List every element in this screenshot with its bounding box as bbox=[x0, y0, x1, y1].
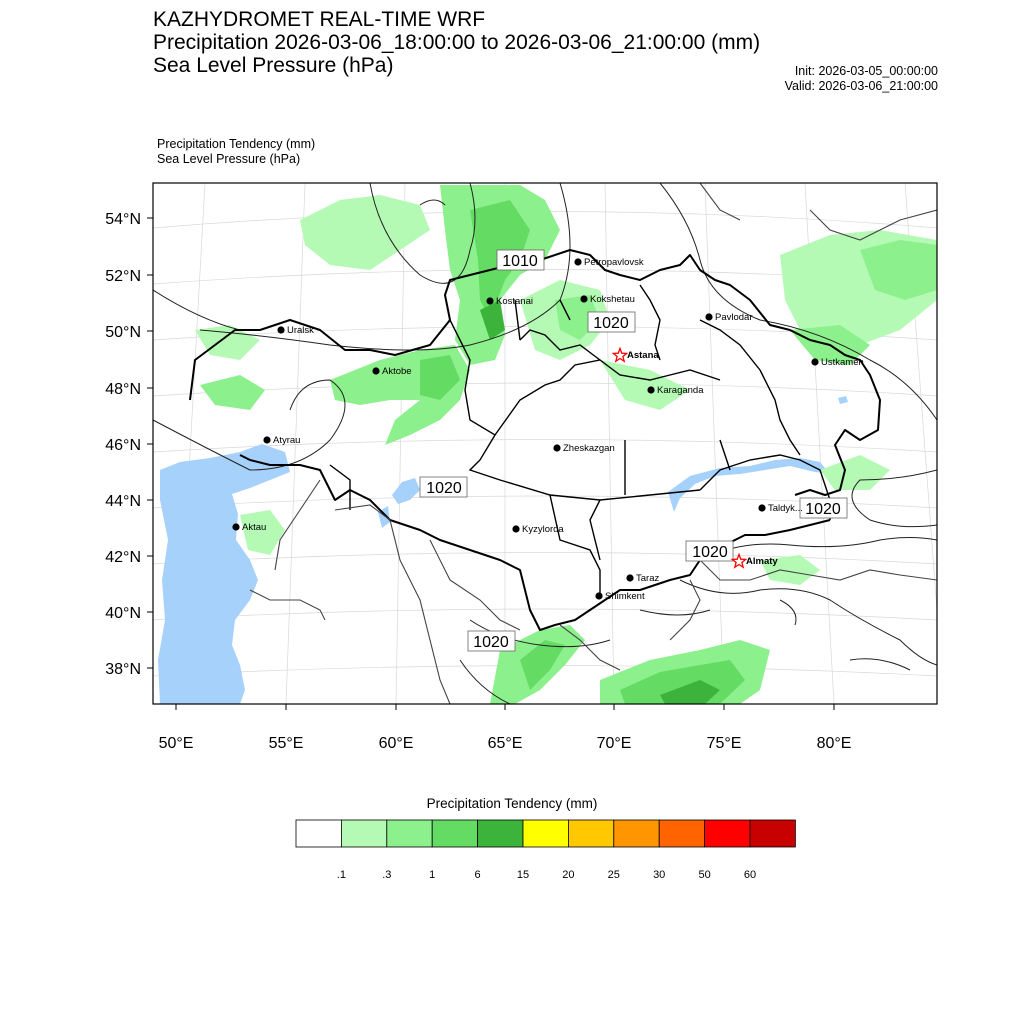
lat-label: 48°N bbox=[105, 381, 141, 398]
isobar-label-box bbox=[686, 541, 733, 561]
isobar-label-box bbox=[800, 498, 847, 518]
lon-label: 80°E bbox=[816, 735, 852, 752]
title-line-3: Sea Level Pressure (hPa) bbox=[153, 54, 394, 77]
svg-text:Kyzylorda: Kyzylorda bbox=[522, 524, 564, 535]
city-petropavlovsk bbox=[574, 257, 644, 268]
svg-text:Uralsk: Uralsk bbox=[287, 325, 314, 336]
field-slp: Sea Level Pressure (hPa) bbox=[157, 152, 301, 166]
colorbar-level-label: 15 bbox=[516, 869, 530, 881]
svg-text:Pavlodar: Pavlodar bbox=[715, 312, 753, 323]
lat-label: 44°N bbox=[105, 493, 141, 510]
title-line-2: Precipitation 2026-03-06_18:00:00 to 2026-03-06_21:00:00 (mm) bbox=[153, 31, 761, 54]
isobar-label: 1020 bbox=[805, 501, 841, 518]
svg-text:Karaganda: Karaganda bbox=[657, 385, 704, 396]
svg-text:Kokshetau: Kokshetau bbox=[590, 294, 635, 305]
svg-text:Ustkamen: Ustkamen bbox=[821, 357, 864, 368]
colorbar-level-label: 1 bbox=[429, 869, 436, 881]
lat-label: 42°N bbox=[105, 549, 141, 566]
lat-label: 52°N bbox=[105, 268, 141, 285]
colorbar-level-label: 20 bbox=[562, 869, 575, 881]
lon-label: 50°E bbox=[158, 735, 194, 752]
colorbar-level-label: .1 bbox=[336, 869, 346, 881]
lon-label: 55°E bbox=[268, 735, 304, 752]
colorbar-level-label: 25 bbox=[607, 869, 620, 881]
svg-text:Shimkent: Shimkent bbox=[605, 591, 645, 602]
svg-text:Atyrau: Atyrau bbox=[273, 435, 301, 446]
lat-label: 50°N bbox=[105, 324, 141, 341]
svg-text:Aktau: Aktau bbox=[242, 522, 267, 533]
lat-label: 38°N bbox=[105, 661, 141, 678]
isobar-label: 1020 bbox=[593, 315, 629, 332]
isobar-label-box bbox=[468, 631, 515, 651]
svg-text:Almaty: Almaty bbox=[746, 556, 778, 567]
colorbar-level-label: 60 bbox=[743, 869, 757, 881]
lon-label: 70°E bbox=[596, 735, 632, 752]
svg-text:Petropavlovsk: Petropavlovsk bbox=[584, 257, 644, 268]
title-line-1: KAZHYDROMET REAL-TIME WRF bbox=[153, 8, 486, 31]
lon-labels bbox=[159, 735, 852, 752]
isobar-label-box bbox=[420, 477, 467, 497]
valid-time: Valid: 2026-03-06_21:00:00 bbox=[784, 79, 938, 93]
lon-label: 75°E bbox=[706, 735, 742, 752]
isobar-label-box bbox=[588, 312, 635, 332]
svg-text:Taldyk...: Taldyk... bbox=[768, 503, 803, 514]
isobar-label: 1020 bbox=[426, 480, 462, 497]
lat-label: 40°N bbox=[105, 605, 141, 622]
svg-text:Astana: Astana bbox=[627, 350, 659, 361]
colorbar-title: Precipitation Tendency (mm) bbox=[426, 796, 598, 811]
svg-text:Taraz: Taraz bbox=[636, 573, 660, 584]
lon-label: 60°E bbox=[378, 735, 414, 752]
lon-label: 65°E bbox=[487, 735, 523, 752]
colorbar-level-label: 30 bbox=[653, 869, 666, 881]
field-precip: Precipitation Tendency (mm) bbox=[157, 137, 316, 151]
colorbar-level-label: 6 bbox=[474, 869, 481, 881]
map-content bbox=[153, 183, 944, 704]
isobar-label-box bbox=[497, 250, 544, 270]
svg-text:Aktobe: Aktobe bbox=[382, 366, 412, 377]
init-time: Init: 2026-03-05_00:00:00 bbox=[794, 64, 938, 78]
isobar-label: 1020 bbox=[692, 544, 728, 561]
lat-label: 54°N bbox=[105, 211, 141, 228]
colorbar-level-label: .3 bbox=[382, 869, 392, 881]
lat-label: 46°N bbox=[105, 437, 141, 454]
isobar-label: 1010 bbox=[502, 253, 538, 270]
lat-labels bbox=[105, 211, 141, 678]
svg-text:Kostanai: Kostanai bbox=[496, 296, 533, 307]
svg-text:Zheskazgan: Zheskazgan bbox=[563, 443, 615, 454]
city-zheskazgan bbox=[553, 443, 614, 454]
colorbar-level-label: 50 bbox=[698, 869, 711, 881]
isobar-label: 1020 bbox=[473, 634, 509, 651]
